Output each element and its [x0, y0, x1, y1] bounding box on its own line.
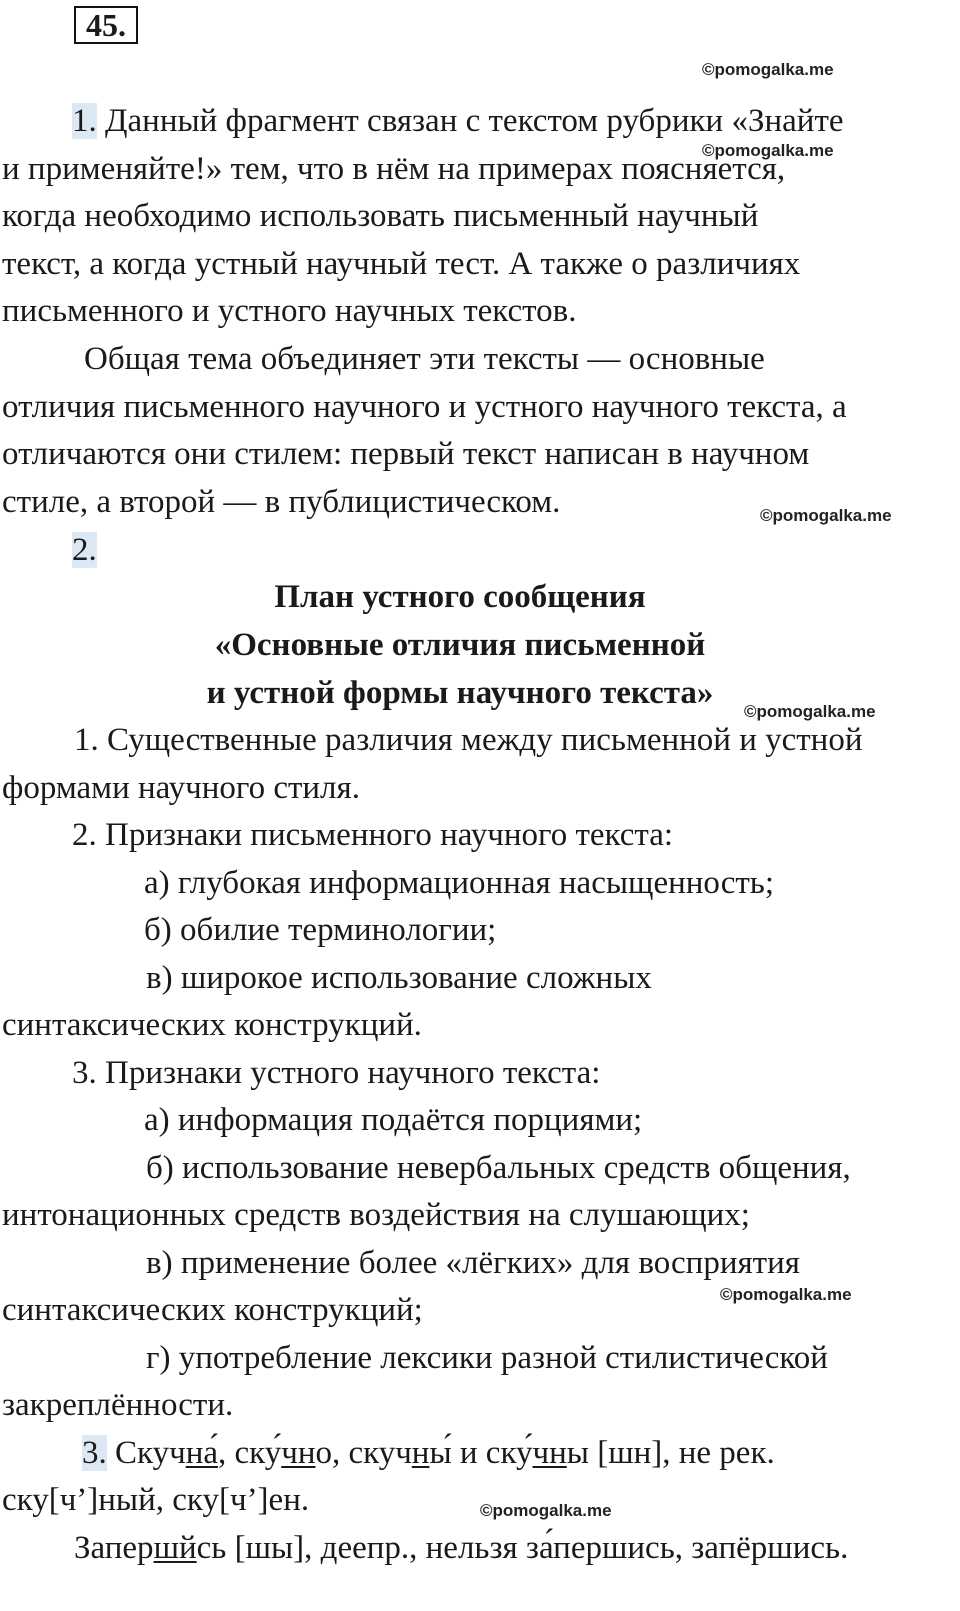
paragraph-line: стиле, а второй — в публицистическом. [2, 484, 561, 520]
paragraph-line: отличия письменного научного и устного научного текста, а [2, 389, 847, 425]
plan-line: б) обилие терминологии; [144, 912, 497, 948]
plan-line: 1. Существенные различия между письменной и устной [74, 722, 863, 758]
watermark: ©pomogalka.me [702, 141, 834, 160]
plan-line: 3. Признаки устного научного текста: [72, 1055, 601, 1091]
watermark: ©pomogalka.me [760, 506, 892, 525]
paragraph-line: когда необходимо использовать письменный научный [2, 198, 759, 234]
paragraph-line: 1. Данный фрагмент связан с текстом рубрики «Знайте [72, 103, 844, 139]
plan-line: формами научного стиля. [2, 770, 360, 806]
plan-line: в) широкое использование сложных [146, 960, 652, 996]
plan-line: синтаксических конструкций. [2, 1007, 422, 1043]
plan-title-line: и устной формы научного текста» [206, 675, 714, 711]
paragraph-line: текст, а когда устный научный тест. А также о различиях [2, 246, 801, 282]
part-3-marker: 3. [82, 1435, 107, 1471]
plan-line: в) применение более «лёгких» для восприятия [146, 1245, 800, 1281]
plan-line: а) глубокая информационная насыщенность; [144, 865, 775, 901]
watermark: ©pomogalka.me [702, 60, 834, 79]
plan-line: закреплённости. [2, 1387, 234, 1423]
plan-line: б) использование невербальных средств общения, [146, 1150, 851, 1186]
plan-line: синтаксических конструкций; [2, 1292, 423, 1328]
paragraph-line: и применяйте!» тем, что в нём на примерах поясняется, [2, 151, 786, 187]
plan-title-line: План устного сообщения [274, 579, 646, 615]
plan-line: 2. Признаки письменного научного текста: [72, 817, 674, 853]
part-3-line: 3. Скучна́, ску́чно, скучны́ и ску́чны [шн], не рек. [82, 1435, 775, 1471]
paragraph-line: письменного и устного научных текстов. [2, 293, 577, 329]
watermark: ©pomogalka.me [720, 1285, 852, 1304]
part-3-line: Запершйсь [шы], деепр., нельзя за́першись, запёршись. [74, 1530, 849, 1566]
plan-title-line: «Основные отличия письменной [214, 627, 706, 663]
task-number: 45. [74, 6, 138, 44]
part-3-line: ску[ч’]ный, ску[ч’]ен. [2, 1482, 310, 1518]
paragraph-line: отличаются они стилем: первый текст написан в научном [2, 436, 810, 472]
part-1-marker: 1. [72, 103, 97, 139]
watermark: ©pomogalka.me [480, 1501, 612, 1520]
plan-line: г) употребление лексики разной стилистической [146, 1340, 828, 1376]
part-2-marker: 2. [72, 532, 97, 568]
plan-line: интонационных средств воздействия на слушающих; [2, 1197, 750, 1233]
plan-line: а) информация подаётся порциями; [144, 1102, 643, 1138]
paragraph-line: Общая тема объединяет эти тексты — основные [84, 341, 765, 377]
watermark: ©pomogalka.me [744, 702, 876, 721]
